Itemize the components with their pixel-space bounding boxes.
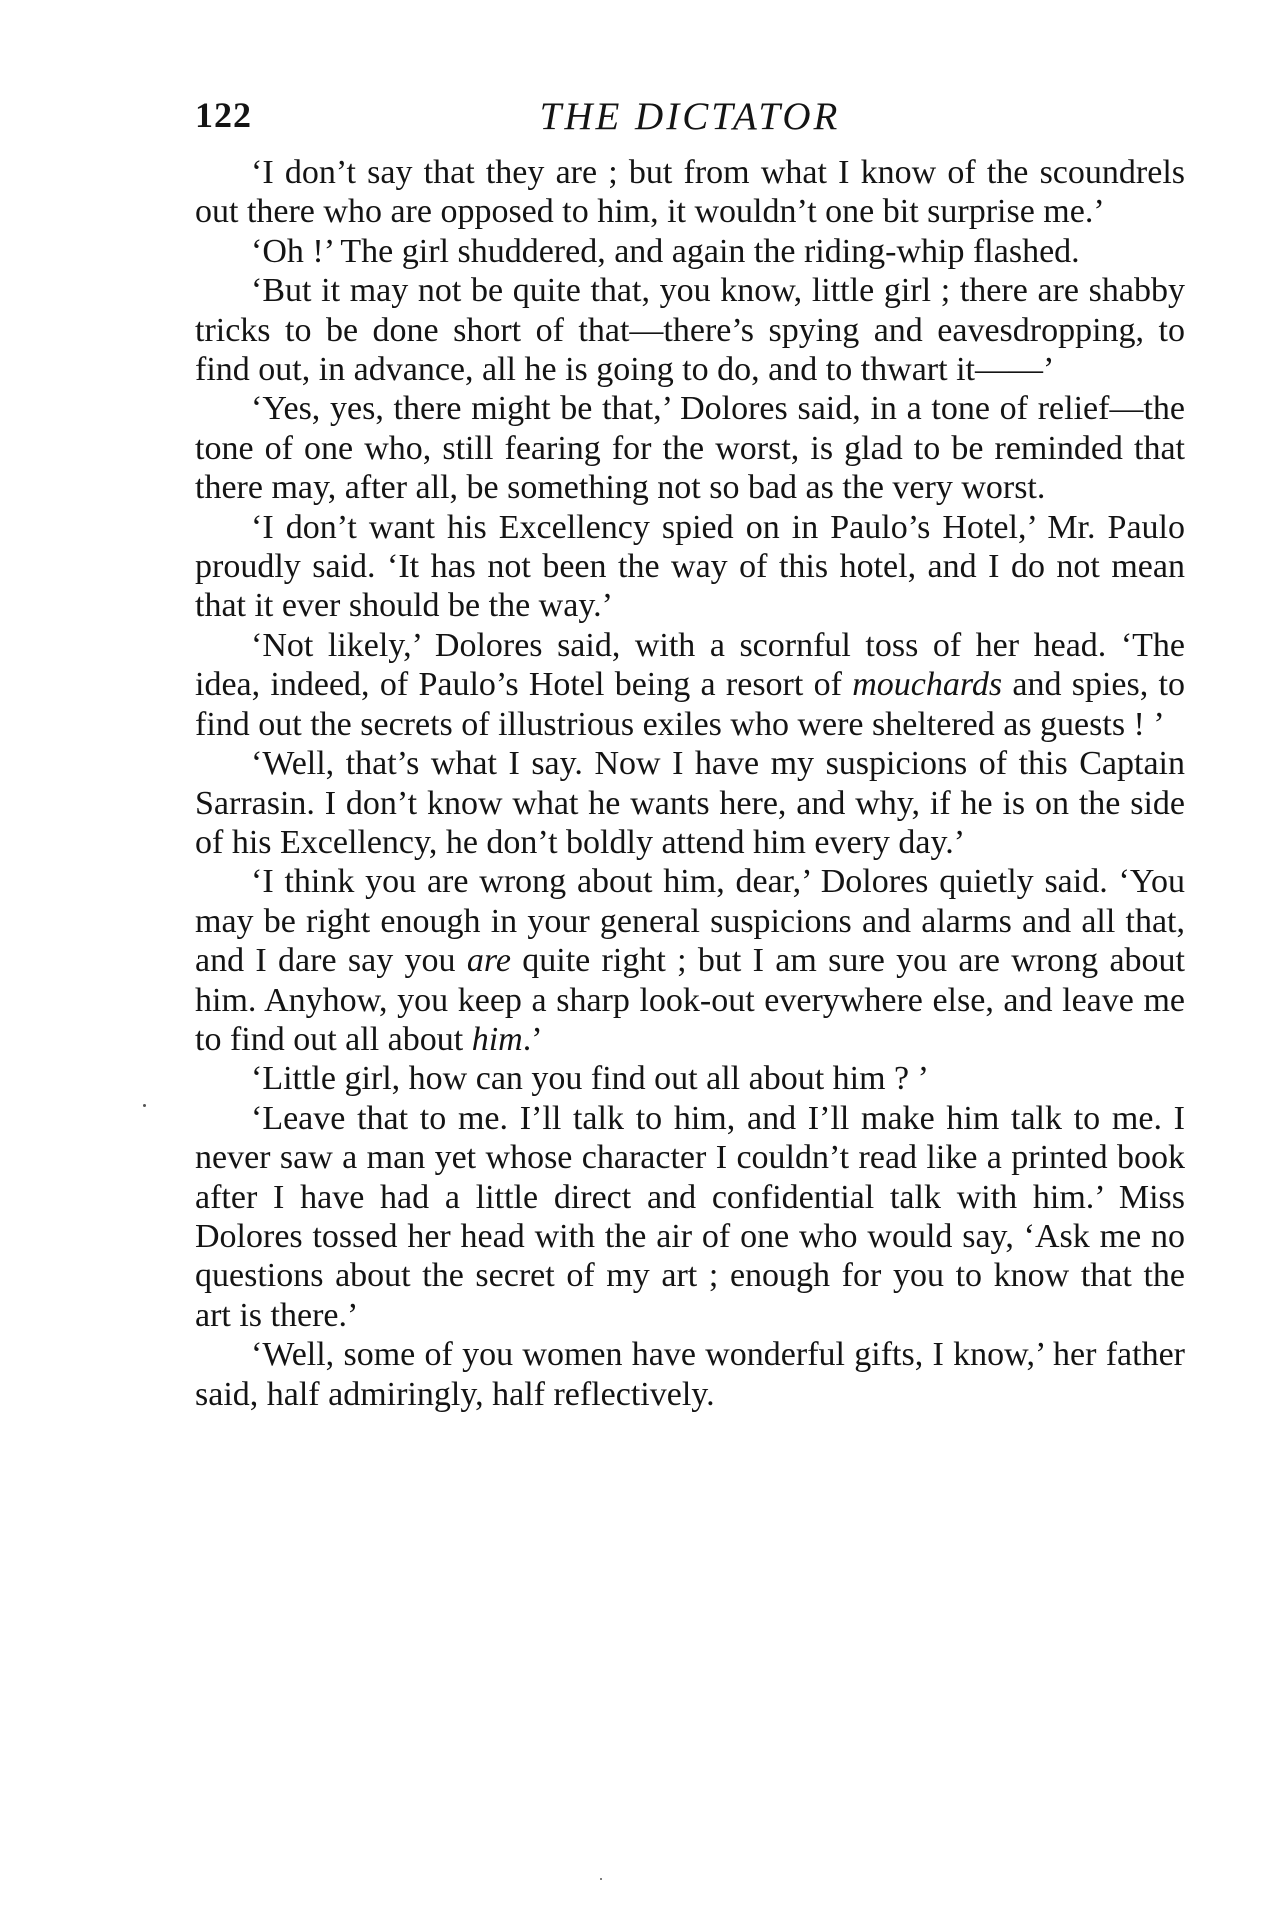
text-run: ‘Oh !’ The girl shuddered, and again the riding-whip flashed. bbox=[251, 232, 1080, 270]
paragraph bbox=[195, 626, 1185, 744]
running-title: THE DICTATOR bbox=[539, 95, 841, 138]
italic-text: are bbox=[466, 942, 511, 980]
text-run: .’ bbox=[522, 1020, 543, 1058]
italic-text: mouchards bbox=[852, 666, 1003, 704]
paragraph bbox=[195, 1335, 1185, 1414]
paragraph bbox=[195, 1099, 1185, 1335]
print-speck bbox=[600, 1878, 602, 1880]
paragraph bbox=[195, 389, 1185, 507]
text-run: ‘But it may not be quite that, you know, little girl ; there are shabby tricks to be done short of that—there’s spying and eavesdropping, to find out, in advance, all he is going to do, and to thwart it——’ bbox=[195, 272, 1185, 389]
paragraph bbox=[195, 862, 1185, 1059]
page-number: 122 bbox=[195, 95, 252, 135]
print-speck bbox=[143, 1104, 146, 1107]
text-run: and spies, to find out the secrets of illustrious exiles who were sheltered as guests ! ’ bbox=[195, 666, 1185, 743]
paragraph bbox=[195, 232, 1185, 271]
paragraph bbox=[195, 744, 1185, 862]
text-run: quite right ; but I am sure you are wrong about him. Anyhow, you keep a sharp look-out everywhere else, and leave me to find out all about bbox=[195, 942, 1185, 1058]
text-run: ‘Not likely,’ Dolores said, with a scornful toss of her head. ‘The idea, indeed, of Paulo’s Hotel being a resort of bbox=[195, 626, 1185, 704]
text-run: ‘I don’t say that they are ; but from what I know of the scoundrels out there who are opposed to him, it wouldn’t one bit surprise me.’ bbox=[195, 154, 1185, 231]
text-run: ‘Well, some of you women have wonderful gifts, I know,’ her father said, half admiringly, half reflectively. bbox=[195, 1336, 1185, 1413]
page-header bbox=[195, 94, 1185, 144]
italic-text: him bbox=[471, 1020, 523, 1058]
paragraph bbox=[195, 1059, 1185, 1098]
paragraph bbox=[195, 153, 1185, 232]
text-run: ‘Yes, yes, there might be that,’ Dolores said, in a tone of relief—the tone of one who, still fearing for the worst, is glad to be reminded that there may, after all, be something not so bad as the very worst. bbox=[195, 390, 1185, 507]
text-run: ‘Little girl, how can you find out all about him ? ’ bbox=[251, 1060, 929, 1098]
paragraph bbox=[195, 271, 1185, 389]
body-text bbox=[195, 153, 1185, 1414]
paragraph bbox=[195, 508, 1185, 626]
text-run: ‘I don’t want his Excellency spied on in Paulo’s Hotel,’ Mr. Paulo proudly said. ‘It has not been the way of this hotel, and I do not mean that it ever should be the way.’ bbox=[195, 508, 1185, 625]
text-run: ‘Leave that to me. I’ll talk to him, and I’ll make him talk to me. I never saw a man yet whose character I couldn’t read like a printed book after I have had a little direct and confidential talk with him.’ Miss Dolores tossed her head with the air of one who would say, ‘Ask me no questions about the secret of my art ; enough for you to know that the art is there.’ bbox=[195, 1099, 1185, 1334]
text-run: ‘Well, that’s what I say. Now I have my suspicions of this Captain Sarrasin. I don’t know what he wants here, and why, if he is on the side of his Excellency, he don’t boldly attend him every day.’ bbox=[195, 745, 1185, 861]
text-run: ‘I think you are wrong about him, dear,’ Dolores quietly said. ‘You may be right enough in your general suspicions and alarms and all that, and I dare say you bbox=[195, 863, 1185, 980]
